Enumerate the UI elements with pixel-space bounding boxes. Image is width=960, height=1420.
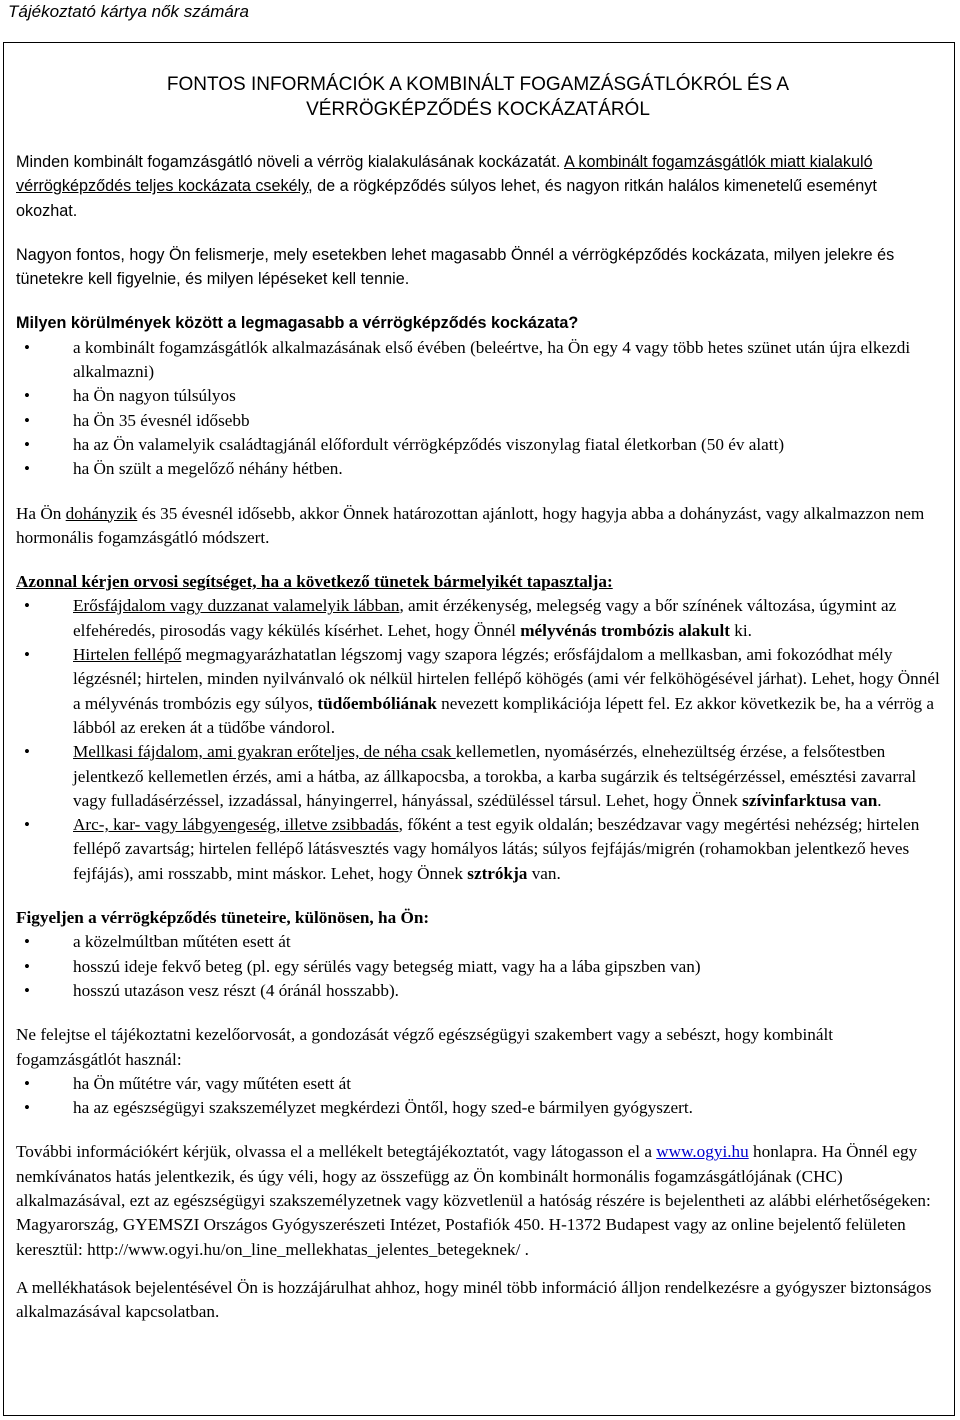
symptom-label: Arc-, kar- vagy lábgyengeség, illetve zsibbadás [73,815,399,835]
list-item: • hosszú ideje fekvő beteg (pl. egy sérülés vagy betegség miatt, vagy ha a lába gipszben van) [16,955,940,979]
list-item: • ha az Ön valamelyik családtagjánál előfordult vérrögképződés viszonylag fiatal életkorban (50 év alatt) [16,433,940,457]
list-item: • hosszú utazáson vesz részt (4 óránál hosszabb). [16,979,940,1003]
important-paragraph: Nagyon fontos, hogy Ön felismerje, mely esetekben lehet magasabb Önnél a vérrögképződés kockázata, milyen jelekre és tünetekre kell figyelnie, és milyen lépéseket kell tennie. [16,245,895,289]
card-content [16,72,940,1324]
symptom-diagnosis: tüdőembóliának [317,693,437,713]
symptom-text-end: ki. [729,620,752,640]
symptom-text: kellemetlen, nyomásérzés, elnehezültség érzése, a felsőtestben jelentkező kellemetlen érzés, ami a hátba, az állkapocsba, a torokba, a karba sugárzik és teltségérzéssel, emésztési zavarral vagy fulladásérzéssel, izzadással, hányingerrel, hányással, szédüléssel társul. Lehet, hogy Önnek [73,742,917,810]
smoking-paragraph [16,502,940,551]
list-item [16,643,940,740]
more-info-paragraph [16,1140,940,1261]
inform-list [16,1072,940,1121]
closing-paragraph: A mellékhatások bejelentésével Ön is hozzájárulhat ahhoz, hogy minél több információ álljon rendelkezésre a gyógyszer biztonságos alkalmazásával kapcsolatban. [16,1277,932,1322]
smoking-text-a: Ha Ön [16,503,66,523]
list-item: • a közelmúltban műtéten esett át [16,930,940,954]
symptom-text-end: . [877,790,882,810]
page-title [16,72,940,122]
title-line-1: FONTOS INFORMÁCIÓK A KOMBINÁLT FOGAMZÁSGÁTLÓKRÓL ÉS A [166,74,790,95]
list-item: • a kombinált fogamzásgátlók alkalmazásának első évében (beleértve, ha Ön egy 4 vagy több hetes szünet után újra elkezdi alkalmazni) [16,336,940,385]
watch-heading: Figyeljen a vérrögképződés tüneteire, különösen, ha Ön: [16,908,430,928]
list-item: • ha Ön műtétre vár, vagy műtéten esett át [16,1072,940,1096]
symptom-text: , főként a test egyik oldalán; beszédzavar vagy megértési nehézség; hirtelen fellépő zavartság; hirtelen fellépő látásvesztés vagy homályos látás; súlyos fejfájás/migrén (rohamokban jelentkező heves fejfájás), ami rosszabb, mint máskor. Lehet, hogy Önnek [73,815,920,883]
symptom-diagnosis: mélyvénás trombózis alakult [520,620,730,640]
more-info-text-b: honlapra. Ha Önnél egy nemkívánatos hatás jelentkezik, és úgy véli, hogy az összefügg az Ön kombinált hormonális fogamzásgátlójának (CHC) alkalmazásával, ezt az egészségügyi szakszemélyzetnek vagy közvetlenül a hatóság részére is bejelentheti az alábbi elérhetőségeken: Magyarország, GYEMSZI Országos Gyógyszerészeti Intézet, Postafiók 450. H-1372 Budapest vagy az online bejelentő felületen keresztül: http://www.ogyi.hu/on_line_mellekhatas_jelentes_betegeknek/ . [16,1142,931,1259]
smoking-text-underlined: dohányzik [65,503,138,523]
intro-text-c: , de a rögképződés súlyos lehet, és nagyon ritkán halálos kimenetelű eseményt okozhat. [16,177,877,220]
intro-paragraph [16,150,940,223]
list-item: • ha az egészségügyi szakszemélyzet megkérdezi Öntől, hogy szed-e bármilyen gyógyszert. [16,1096,940,1120]
list-item [16,813,940,886]
urgent-heading: Azonnal kérjen orvosi segítséget, ha a következő tünetek bármelyikét tapasztalja: [16,572,613,592]
inform-paragraph: Ne felejtse el tájékoztatni kezelőorvosát, a gondozását végző egészségügyi szakembert vagy a sebészt, hogy kombinált fogamzásgátlót használ: [16,1025,834,1069]
list-item: • ha Ön nagyon túlsúlyos [16,384,940,408]
title-line-2: VÉRRÖGKÉPZŐDÉS KOCKÁZATÁRÓL [306,99,650,120]
more-info-text-a: További információkért kérjük, olvassa el a mellékelt betegtájékoztatót, vagy látogasson el a [16,1142,657,1162]
symptom-diagnosis: sztrókja [467,863,528,883]
list-item [16,740,940,813]
watch-list [16,930,940,1003]
list-item [16,594,940,643]
symptom-text-end: nevezett komplikációja lépett fel. Ez akkor következik be, ha a vérrög a lábból az ereken át a tüdőbe vándorol. [73,693,935,737]
intro-text-a: Minden kombinált fogamzásgátló növeli a vérrög kialakulásának kockázatát. [16,153,564,171]
urgent-list [16,594,940,886]
list-item: • ha Ön szült a megelőző néhány hétben. [16,457,940,481]
smoking-text-c: és 35 évesnél idősebb, akkor Önnek határozottan ajánlott, hogy hagyja abba a dohányzást, vagy alkalmazzon nem hormonális fogamzásgátló módszert. [16,503,925,547]
risk-list [16,336,940,482]
document-header-label: Tájékoztató kártya nők számára [8,2,249,21]
symptom-diagnosis: szívinfarktusa van [742,790,878,810]
risk-heading: Milyen körülmények között a legmagasabb a vérrögképződés kockázata? [16,314,579,333]
symptom-text: megmagyarázhatatlan légszomj vagy szapora légzés; erősfájdalom a mellkasban, ami fokozódhat mély légzésnél; hirtelen, minden nyilvánvaló ok nélkül hirtelen fellépő köhögés (ami vér felköhögésével járhat). Lehet, hogy Önnél a mélyvénás trombózis egy súlyos, [73,645,940,713]
symptom-text-end: van. [527,863,561,883]
symptom-label: Mellkasi fájdalom, ami gyakran erőteljes, de néha csak [73,742,456,762]
intro-text-underlined: A kombinált fogamzásgátlók miatt kialakuló vérrögképződés teljes kockázata csekély [16,153,873,196]
ogyi-link[interactable]: www.ogyi.hu [656,1142,749,1162]
symptom-label: Hirtelen fellépő [73,645,182,665]
symptom-label: Erősfájdalom vagy duzzanat valamelyik lábban [73,596,400,616]
symptom-text: , amit érzékenység, melegség vagy a bőr színének változása, úgymint az elfehéredés, pirosodás vagy kékülés kísérhet. Lehet, hogy Önnél [73,596,897,640]
list-item: • ha Ön 35 évesnél idősebb [16,409,940,433]
